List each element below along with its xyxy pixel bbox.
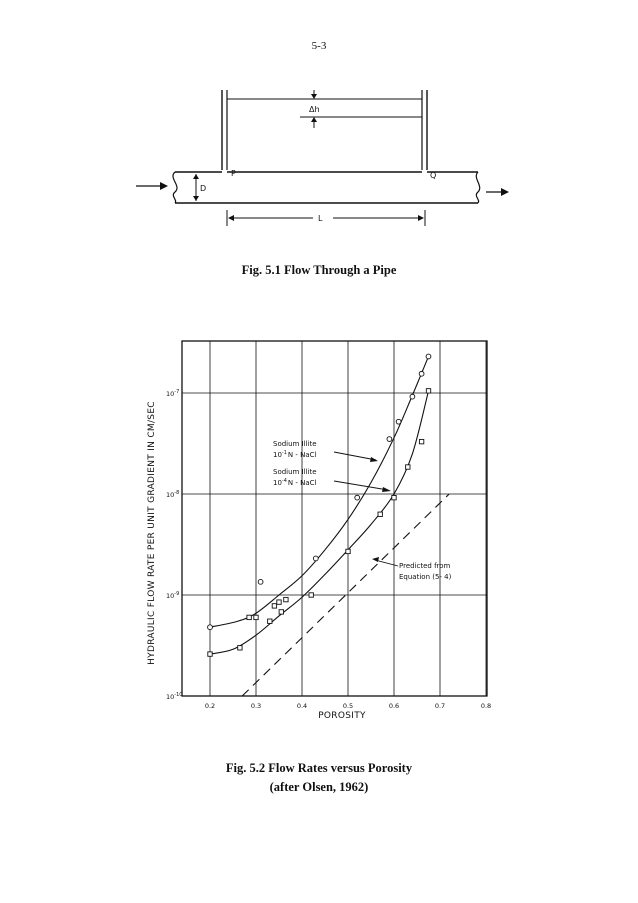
series-2-point [426, 389, 430, 393]
x-tick-label: 0.3 [250, 702, 262, 710]
series-2-point [268, 619, 272, 623]
series-2-point [378, 512, 382, 516]
y-axis-label: HYDRAULIC FLOW RATE PER UNIT GRADIENT IN CM/SEC [147, 401, 157, 665]
x-axis-label: POROSITY [318, 711, 366, 721]
series-2-point [309, 593, 313, 597]
y-tick-label: $10^{-7}$ [166, 389, 180, 398]
y-tick-label: $10^{-8}$ [166, 490, 180, 499]
series-1-point [396, 419, 401, 424]
series-2-point [238, 646, 242, 650]
series-2-point [247, 615, 251, 619]
figure-2-caption [0, 759, 638, 797]
series-1-point [387, 437, 392, 442]
annotation-predicted-line1: Predicted from [399, 562, 451, 570]
figure-1-caption: Fig. 5.1 Flow Through a Pipe [241, 263, 397, 277]
series-1-point [208, 625, 213, 630]
plot-frame [182, 341, 487, 696]
y-tick-label: $10^{-9}$ [166, 591, 180, 600]
annotation-sodium-illite-2-line2: $10^{-4}N$ - NaCl [273, 478, 317, 487]
series-1-point [419, 371, 424, 376]
x-tick-label: 0.6 [388, 702, 400, 710]
diameter-label: D [200, 184, 207, 193]
series-2-point [272, 604, 276, 608]
length-label: L [318, 214, 323, 223]
series-2-point [277, 600, 281, 604]
x-tick-label: 0.4 [296, 702, 308, 710]
annotation-sodium-illite-1-line1: Sodium Illite [273, 440, 317, 448]
series-2-point [392, 495, 396, 499]
series-1-point [426, 354, 431, 359]
x-tick-label: 0.5 [342, 702, 354, 710]
series-1-point [355, 495, 360, 500]
x-tick-label: 0.7 [434, 702, 446, 710]
series-1-point [313, 556, 318, 561]
series-2-point [279, 610, 283, 614]
series-2-point [346, 549, 350, 553]
y-tick-label: $10^{-10}$ [166, 692, 183, 701]
series-3-line [242, 494, 449, 696]
annotation-sodium-illite-1-line2: $10^{-1}N$ - NaCl [273, 450, 317, 459]
pipe-diagram [0, 0, 638, 260]
x-tick-label: 0.8 [480, 702, 492, 710]
series-1-point [410, 394, 415, 399]
x-tick-label: 0.2 [204, 702, 216, 710]
point-p-label: P [231, 169, 236, 178]
figure-2-caption-line2: (after Olsen, 1962) [269, 780, 369, 794]
figure-2-caption-line1: Fig. 5.2 Flow Rates versus Porosity [225, 761, 413, 775]
series-1-line [210, 356, 429, 627]
series-2-point [254, 615, 258, 619]
point-q-label: Q [430, 171, 437, 180]
annotation-predicted-line2: Equation (5- 4) [399, 573, 452, 581]
series-2-point [284, 597, 288, 601]
series-2-line [210, 391, 429, 654]
delta-h-label: Δh [309, 105, 320, 114]
page-number: 5-3 [311, 40, 327, 52]
annotation-sodium-illite-2-line1: Sodium Illite [273, 468, 317, 476]
series-1-point [258, 579, 263, 584]
series-2-point [419, 439, 423, 443]
series-2-point [406, 465, 410, 469]
series-2-point [208, 652, 212, 656]
